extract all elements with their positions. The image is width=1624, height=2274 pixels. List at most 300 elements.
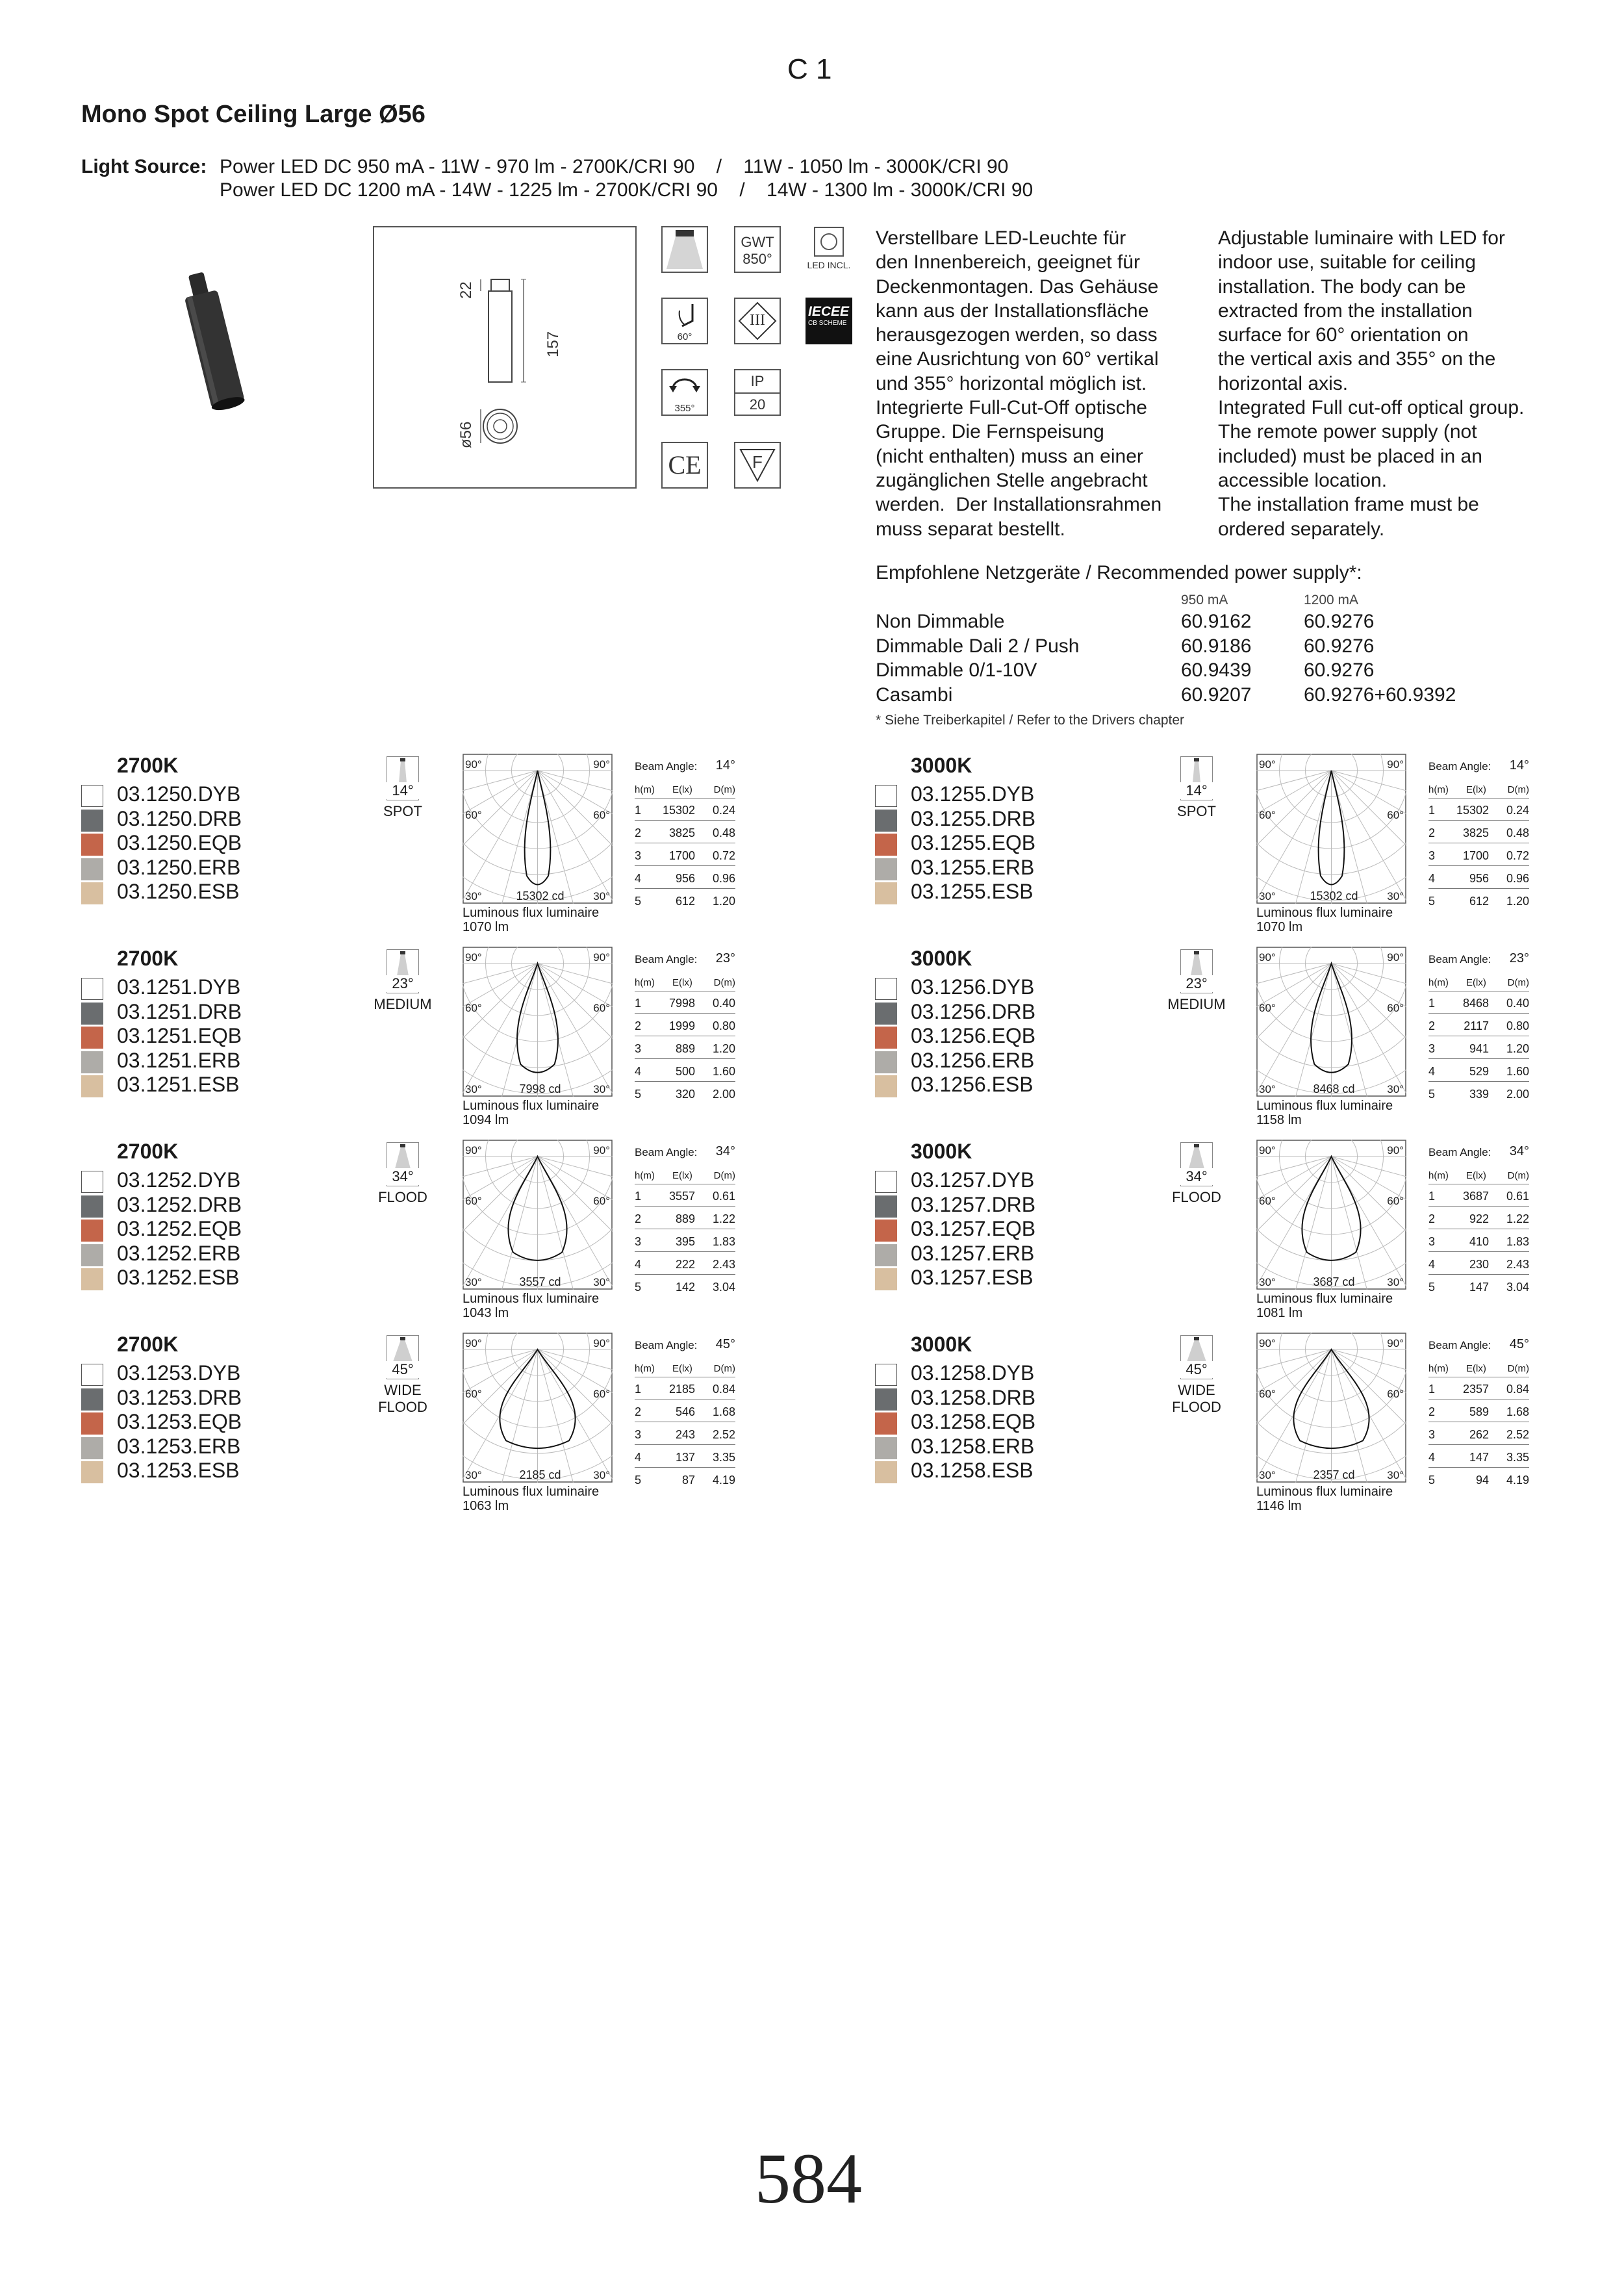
table-cell: 0.48 <box>712 826 735 839</box>
table-cell: 410 <box>1469 1235 1489 1248</box>
table-cell: 5 <box>1428 895 1436 908</box>
table-header: h(m) <box>1428 977 1449 988</box>
table-row <box>635 1468 735 1490</box>
table-row <box>1428 821 1529 843</box>
polar-label: 30° <box>1259 1469 1276 1481</box>
table-cell: 339 <box>1469 1088 1489 1101</box>
table-cell: 529 <box>1469 1065 1489 1078</box>
table-cell: 1.68 <box>712 1405 735 1418</box>
finish-swatch <box>875 1268 897 1290</box>
finish-swatch <box>875 1195 897 1218</box>
table-cell: 4 <box>1428 1451 1436 1464</box>
table-cell: 1 <box>1428 1190 1436 1203</box>
beam-angle-value: 23° <box>370 975 435 992</box>
table-cell: 5 <box>1428 1281 1436 1294</box>
table-cell: 1.22 <box>712 1212 735 1225</box>
table-row <box>1428 991 1529 1014</box>
table-row <box>1428 1422 1529 1445</box>
photometric-table <box>635 1333 739 1488</box>
table-cell: 1.20 <box>1506 1042 1529 1055</box>
table-cell: 889 <box>675 1042 695 1055</box>
table-cell: 3.35 <box>712 1451 735 1464</box>
finish-swatch <box>875 1051 897 1073</box>
dim-height: 157 <box>544 331 562 357</box>
finish-swatch <box>81 1075 103 1097</box>
table-cell: 87 <box>681 1474 695 1487</box>
table-cell: 0.24 <box>712 804 735 817</box>
table-cell: 1.20 <box>1506 895 1529 908</box>
polar-label: 3687 cd <box>1313 1275 1355 1288</box>
polar-label: 60° <box>1259 1195 1276 1207</box>
beam-type: MEDIUM <box>1167 996 1226 1012</box>
table-header: E(lx) <box>672 1363 692 1374</box>
table-header: E(lx) <box>1466 977 1486 988</box>
table-row <box>1428 1275 1529 1297</box>
luminous-flux-value: 1158 lm <box>1256 1113 1302 1127</box>
beam-angle-value: 45° <box>370 1361 435 1378</box>
article-code: 03.1250.ESB <box>117 880 240 903</box>
polar-label: 30° <box>593 1276 610 1288</box>
table-cell: 546 <box>675 1405 695 1418</box>
beam-angle-label: Beam Angle: <box>635 1339 698 1351</box>
table-cell: 4 <box>1428 872 1436 885</box>
power-supply-b: 60.9276 <box>1304 635 1375 657</box>
finish-swatch <box>875 810 897 832</box>
polar-label: 90° <box>1387 758 1404 771</box>
power-supply-note: * Siehe Treiberkapitel / Refer to the Drivers chapter <box>876 713 1185 728</box>
table-cell: 5 <box>635 1474 642 1487</box>
luminous-flux-label: Luminous flux luminaire <box>1256 1485 1393 1499</box>
table-row <box>635 1275 735 1297</box>
luminous-flux-value: 1081 lm <box>1256 1306 1303 1320</box>
table-header: E(lx) <box>1466 1170 1486 1181</box>
beam-type: WIDE FLOOD <box>1172 1382 1221 1415</box>
polar-diagram <box>1256 1333 1406 1483</box>
polar-label: 30° <box>593 1083 610 1095</box>
polar-label: 60° <box>1387 1002 1404 1014</box>
power-supply-name: Dimmable Dali 2 / Push <box>876 635 1080 657</box>
color-temperature: 3000K <box>911 754 972 777</box>
power-supply-a: 60.9207 <box>1181 683 1252 706</box>
variant-block <box>81 947 783 1135</box>
table-cell: 4 <box>635 1258 642 1271</box>
finish-swatch <box>81 1412 103 1435</box>
color-temperature: 2700K <box>117 947 179 970</box>
luminous-flux-label: Luminous flux luminaire <box>1256 1099 1393 1113</box>
table-cell: 230 <box>1469 1258 1489 1271</box>
table-cell: 4 <box>635 1451 642 1464</box>
table-cell: 2.43 <box>1506 1258 1529 1271</box>
table-row <box>1428 1184 1529 1207</box>
table-cell: 1 <box>635 1383 642 1396</box>
table-cell: 243 <box>675 1428 695 1441</box>
table-cell: 0.80 <box>712 1019 735 1032</box>
polar-label: 30° <box>465 1469 482 1481</box>
table-cell: 2.00 <box>1506 1088 1529 1101</box>
polar-label: 90° <box>1387 951 1404 964</box>
finish-swatch <box>875 1388 897 1411</box>
table-header: D(m) <box>1507 1170 1529 1181</box>
finish-swatch <box>875 785 897 807</box>
article-code: 03.1253.ERB <box>117 1434 241 1458</box>
color-temperature: 3000K <box>911 947 972 970</box>
polar-label: 90° <box>465 758 482 771</box>
variant-block <box>81 754 783 942</box>
table-cell: 0.96 <box>1506 872 1529 885</box>
table-cell: 0.72 <box>712 849 735 862</box>
article-code: 03.1253.DRB <box>117 1385 242 1409</box>
luminous-flux-value: 1063 lm <box>463 1499 509 1513</box>
beam-angle-value: 34° <box>370 1168 435 1185</box>
variant-block <box>875 1140 1577 1328</box>
table-row <box>1428 1082 1529 1104</box>
polar-label: 90° <box>1387 1144 1404 1156</box>
polar-diagram <box>463 1140 613 1290</box>
table-header: h(m) <box>1428 1363 1449 1374</box>
power-supply-b: 60.9276 <box>1304 659 1375 681</box>
luminous-flux-value: 1070 lm <box>1256 920 1303 934</box>
table-cell: 2.52 <box>712 1428 735 1441</box>
polar-label: 60° <box>593 1195 610 1207</box>
product-photo <box>170 260 255 416</box>
photometric-table <box>1428 754 1532 910</box>
article-code: 03.1252.ERB <box>117 1241 241 1265</box>
table-cell: 3825 <box>1462 826 1489 839</box>
beam-angle-label: Beam Angle: <box>635 953 698 965</box>
table-cell: 5 <box>635 1088 642 1101</box>
power-supply-a: 60.9439 <box>1181 659 1252 681</box>
table-cell: 4 <box>1428 1065 1436 1078</box>
table-cell: 5 <box>635 1281 642 1294</box>
polar-label: 30° <box>1387 890 1404 902</box>
table-row <box>635 1377 735 1399</box>
polar-label: 60° <box>593 1002 610 1014</box>
table-cell: 2117 <box>1464 1019 1489 1032</box>
table-cell: 0.72 <box>1506 849 1529 862</box>
luminous-flux-label: Luminous flux luminaire <box>463 906 600 920</box>
table-cell: 94 <box>1475 1474 1489 1487</box>
article-code: 03.1257.ESB <box>911 1266 1034 1289</box>
table-cell: 2 <box>1428 826 1436 839</box>
table-row <box>1428 889 1529 911</box>
table-cell: 941 <box>1469 1042 1489 1055</box>
finish-swatch <box>81 1220 103 1242</box>
power-supply-name: Dimmable 0/1-10V <box>876 659 1037 681</box>
table-cell: 2 <box>635 1019 642 1032</box>
article-code: 03.1255.DYB <box>911 782 1035 806</box>
table-header: D(m) <box>1507 1363 1529 1374</box>
table-row <box>1428 1059 1529 1082</box>
polar-diagram <box>463 754 613 904</box>
finish-swatch <box>81 834 103 856</box>
finish-swatch <box>875 1171 897 1193</box>
table-cell: 0.84 <box>1506 1383 1529 1396</box>
table-cell: 3 <box>635 1235 642 1248</box>
f-mark-icon: F <box>734 442 781 489</box>
table-cell: 8468 <box>1462 997 1489 1010</box>
photometric-table <box>1428 1333 1532 1488</box>
power-supply-b: 60.9276 <box>1304 611 1375 632</box>
article-code: 03.1257.EQB <box>911 1217 1036 1240</box>
finish-swatch <box>81 1171 103 1193</box>
finish-swatch <box>81 1388 103 1411</box>
table-cell: 0.96 <box>712 872 735 885</box>
table-row <box>635 1422 735 1445</box>
article-code: 03.1258.DYB <box>911 1361 1035 1385</box>
table-cell: 1 <box>1428 804 1436 817</box>
polar-label: 30° <box>1259 890 1276 902</box>
table-cell: 0.84 <box>712 1383 735 1396</box>
article-code: 03.1256.EQB <box>911 1024 1036 1047</box>
power-supply-title: Empfohlene Netzgeräte / Recommended power supply*: <box>876 562 1362 583</box>
finish-swatch <box>875 858 897 880</box>
finish-swatch <box>81 1195 103 1218</box>
polar-label: 90° <box>593 758 610 771</box>
table-header: E(lx) <box>672 1170 692 1181</box>
class-iii-icon: III <box>734 298 781 344</box>
article-code: 03.1250.EQB <box>117 831 242 854</box>
table-cell: 589 <box>1469 1405 1489 1418</box>
photometric-table <box>635 1140 739 1296</box>
table-cell: 956 <box>1469 872 1489 885</box>
table-cell: 4 <box>635 872 642 885</box>
finish-swatch <box>875 1003 897 1025</box>
table-header: E(lx) <box>1466 784 1486 795</box>
beam-angle-value: 45° <box>1164 1361 1229 1378</box>
table-header: h(m) <box>635 1170 655 1181</box>
variant-block <box>875 947 1577 1135</box>
table-row <box>635 1184 735 1207</box>
table-cell: 1.60 <box>1506 1065 1529 1078</box>
polar-label: 30° <box>465 890 482 902</box>
power-supply-a: 60.9162 <box>1181 611 1252 632</box>
beam-type: SPOT <box>383 803 422 819</box>
table-cell: 1700 <box>1462 849 1489 862</box>
finish-swatch <box>875 1027 897 1049</box>
article-code: 03.1258.DRB <box>911 1385 1036 1409</box>
polar-diagram <box>463 1333 613 1483</box>
polar-label: 90° <box>593 1144 610 1156</box>
color-temperature: 2700K <box>117 754 179 777</box>
table-cell: 147 <box>1469 1451 1489 1464</box>
light-source-line-2: Power LED DC 1200 mA - 14W - 1225 lm - 2700K/CRI 90 / 14W - 1300 lm - 3000K/CRI 90 <box>220 179 1034 201</box>
table-cell: 1.22 <box>1506 1212 1529 1225</box>
description-german: Verstellbare LED-Leuchte für den Innenbereich, geeignet für Deckenmontagen. Das Gehäuse kann aus der Installationsfläche herausgezogen werden, so dass eine Ausrichtung von 60° vertikal und 355° horizontal möglich ist. Integrierte Full-Cut-Off optische Gruppe. Die Fernspeisung (nicht enthalten) muss an einer zugänglichen Stelle angebracht werden. Der Installationsrahmen muss separat bestellt. <box>876 227 1162 540</box>
polar-label: 90° <box>1259 758 1276 771</box>
finish-swatch <box>81 785 103 807</box>
table-row <box>1428 1377 1529 1399</box>
table-header: D(m) <box>713 784 735 795</box>
table-row <box>1428 798 1529 821</box>
color-temperature: 3000K <box>911 1140 972 1163</box>
power-supply-col-1200: 1200 mA <box>1304 593 1359 607</box>
table-cell: 3.35 <box>1506 1451 1529 1464</box>
polar-label: 60° <box>1387 1195 1404 1207</box>
table-cell: 3.04 <box>712 1281 735 1294</box>
article-code: 03.1252.ESB <box>117 1266 240 1289</box>
table-row <box>635 991 735 1014</box>
article-code: 03.1257.DRB <box>911 1192 1036 1216</box>
table-row <box>1428 1252 1529 1275</box>
table-cell: 2.00 <box>712 1088 735 1101</box>
spotlight-icon <box>661 226 708 273</box>
luminous-flux-label: Luminous flux luminaire <box>463 1485 600 1499</box>
beam-angle-value: 14° <box>1509 758 1529 773</box>
polar-label: 30° <box>1387 1276 1404 1288</box>
beam-angle-value: 45° <box>715 1337 735 1351</box>
article-code: 03.1253.DYB <box>117 1361 241 1385</box>
article-code: 03.1256.ESB <box>911 1073 1034 1096</box>
table-cell: 1 <box>635 1190 642 1203</box>
beam-angle-value: 14° <box>370 782 435 799</box>
polar-label: 2185 cd <box>519 1468 561 1481</box>
table-row <box>1428 866 1529 889</box>
article-code: 03.1252.DYB <box>117 1168 241 1192</box>
polar-label: 30° <box>465 1083 482 1095</box>
article-code: 03.1253.EQB <box>117 1410 242 1433</box>
polar-label: 30° <box>593 890 610 902</box>
power-supply-col-950: 950 mA <box>1181 593 1228 607</box>
polar-label: 90° <box>593 951 610 964</box>
polar-diagram <box>1256 947 1406 1097</box>
table-cell: 262 <box>1469 1428 1489 1441</box>
polar-label: 30° <box>1387 1083 1404 1095</box>
table-cell: 0.24 <box>1506 804 1529 817</box>
photometric-table <box>635 947 739 1103</box>
technical-drawing <box>373 226 637 489</box>
table-cell: 1 <box>635 804 642 817</box>
polar-label: 60° <box>465 1002 482 1014</box>
table-cell: 2 <box>1428 1212 1436 1225</box>
article-code: 03.1252.EQB <box>117 1217 242 1240</box>
polar-label: 8468 cd <box>1313 1082 1355 1095</box>
beam-type: FLOOD <box>378 1189 427 1205</box>
table-cell: 2 <box>1428 1019 1436 1032</box>
table-row <box>635 843 735 866</box>
table-cell: 320 <box>675 1088 695 1101</box>
beam-type: SPOT <box>1177 803 1216 819</box>
table-cell: 2 <box>635 826 642 839</box>
article-code: 03.1257.DYB <box>911 1168 1035 1192</box>
table-cell: 5 <box>1428 1474 1436 1487</box>
polar-label: 90° <box>1387 1337 1404 1349</box>
dim-top: 22 <box>457 281 475 299</box>
table-cell: 0.40 <box>712 997 735 1010</box>
table-cell: 2185 <box>668 1383 695 1396</box>
table-cell: 500 <box>675 1065 695 1078</box>
polar-label: 60° <box>1259 1002 1276 1014</box>
luminous-flux-value: 1146 lm <box>1256 1499 1302 1513</box>
polar-label: 30° <box>1259 1083 1276 1095</box>
polar-label: 90° <box>1259 1337 1276 1349</box>
table-cell: 15302 <box>1456 804 1489 817</box>
polar-label: 60° <box>593 1388 610 1400</box>
table-header: E(lx) <box>1466 1363 1486 1374</box>
beam-angle-value: 23° <box>1164 975 1229 992</box>
table-row <box>635 798 735 821</box>
polar-label: 15302 cd <box>516 889 565 902</box>
table-cell: 3 <box>1428 849 1436 862</box>
table-cell: 3 <box>635 1428 642 1441</box>
beam-angle-value: 34° <box>715 1144 735 1158</box>
table-row <box>635 889 735 911</box>
table-row <box>635 866 735 889</box>
polar-label: 2357 cd <box>1313 1468 1355 1481</box>
polar-label: 60° <box>465 809 482 821</box>
tilt-icon: 60° <box>661 298 708 344</box>
beam-angle-label: Beam Angle: <box>1428 953 1491 965</box>
finish-swatch <box>875 1244 897 1266</box>
rotation-icon: 355° <box>661 369 708 416</box>
table-cell: 147 <box>1469 1281 1489 1294</box>
light-source-label: Light Source: <box>81 156 207 177</box>
table-cell: 612 <box>675 895 695 908</box>
iecee-icon: IECEE CB SCHEME <box>806 298 852 344</box>
polar-label: 7998 cd <box>519 1082 561 1095</box>
beam-angle-label: Beam Angle: <box>1428 760 1491 773</box>
beam-angle-value: 14° <box>715 758 735 773</box>
luminous-flux-value: 1094 lm <box>463 1113 509 1127</box>
table-cell: 1 <box>1428 1383 1436 1396</box>
finish-swatch <box>81 882 103 904</box>
ce-mark-icon: CE <box>661 442 708 489</box>
table-header: h(m) <box>1428 1170 1449 1181</box>
table-cell: 1700 <box>668 849 695 862</box>
table-header: D(m) <box>1507 784 1529 795</box>
table-cell: 4.19 <box>712 1474 735 1487</box>
article-code: 03.1257.ERB <box>911 1241 1035 1265</box>
table-cell: 956 <box>675 872 695 885</box>
table-cell: 2357 <box>1462 1383 1489 1396</box>
polar-label: 60° <box>1259 1388 1276 1400</box>
table-header: h(m) <box>1428 784 1449 795</box>
article-code: 03.1255.ERB <box>911 855 1035 879</box>
finish-swatch <box>81 1027 103 1049</box>
variant-block <box>81 1333 783 1521</box>
article-code: 03.1250.DRB <box>117 806 242 830</box>
table-row <box>1428 1468 1529 1490</box>
beam-type: FLOOD <box>1172 1189 1221 1205</box>
polar-label: 90° <box>1259 1144 1276 1156</box>
polar-label: 60° <box>465 1388 482 1400</box>
light-source-line-1: Power LED DC 950 mA - 11W - 970 lm - 2700K/CRI 90 / 11W - 1050 lm - 3000K/CRI 90 <box>220 156 1009 177</box>
article-code: 03.1256.DYB <box>911 975 1035 999</box>
finish-swatch <box>81 1437 103 1459</box>
polar-label: 30° <box>465 1276 482 1288</box>
beam-angle-value: 23° <box>715 951 735 965</box>
article-code: 03.1256.DRB <box>911 999 1036 1023</box>
table-row <box>1428 1207 1529 1229</box>
table-cell: 612 <box>1469 895 1489 908</box>
table-row <box>1428 1229 1529 1252</box>
luminous-flux-label: Luminous flux luminaire <box>463 1292 600 1306</box>
table-row <box>635 1399 735 1422</box>
article-code: 03.1251.DYB <box>117 975 241 999</box>
photometric-table <box>635 754 739 910</box>
table-header: h(m) <box>635 784 655 795</box>
table-cell: 2 <box>1428 1405 1436 1418</box>
variant-block <box>875 754 1577 942</box>
table-row <box>635 1252 735 1275</box>
beam-angle-value: 34° <box>1509 1144 1529 1158</box>
table-cell: 5 <box>635 895 642 908</box>
article-code: 03.1250.DYB <box>117 782 241 806</box>
section-label: C 1 <box>787 53 832 85</box>
polar-label: 60° <box>465 1195 482 1207</box>
article-code: 03.1255.ESB <box>911 880 1034 903</box>
table-row <box>635 821 735 843</box>
table-cell: 395 <box>675 1235 695 1248</box>
